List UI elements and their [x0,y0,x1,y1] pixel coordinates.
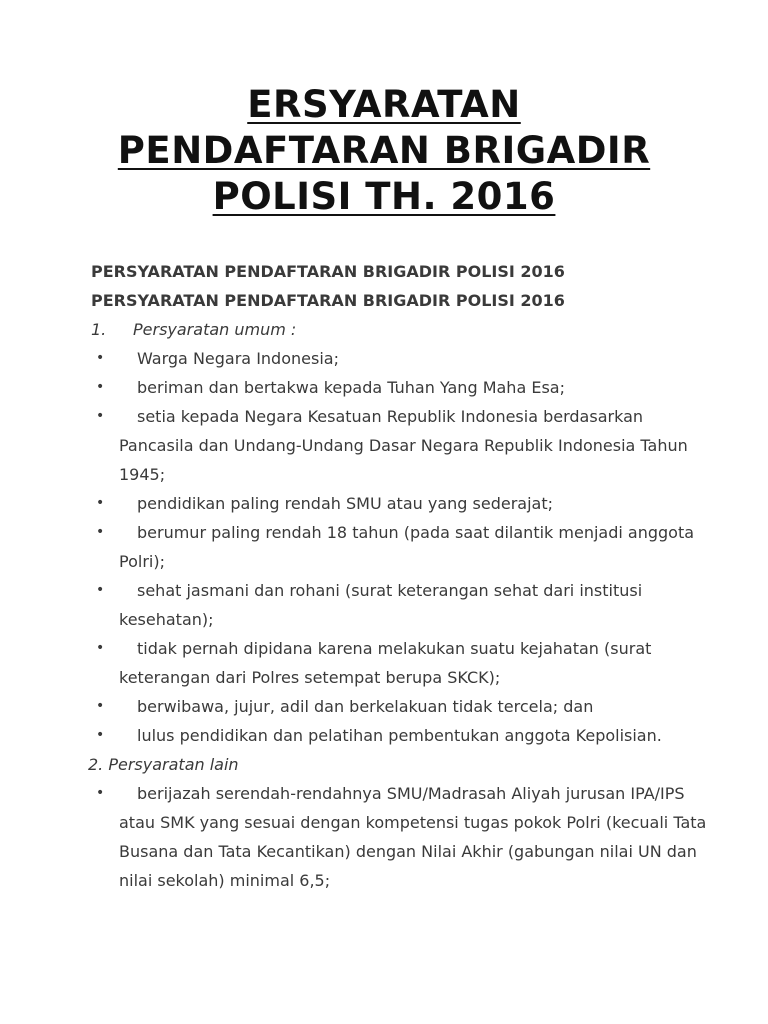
bullet-icon: • [96,379,105,395]
list-item-text: Warga Negara Indonesia; [137,349,339,368]
title-line-2: PENDAFTARAN BRIGADIR [117,129,651,172]
section-heading: PERSYARATAN PENDAFTARAN BRIGADIR POLISI 2016 [91,291,565,310]
list-item-text: tidak pernah dipidana karena melakukan suatu kejahatan (surat keterangan dari Polres setempat berupa SKCK); [119,639,652,687]
bullet-icon: • [96,698,105,714]
list-item [91,779,711,895]
bullet-icon: • [96,582,105,598]
section-heading: PERSYARATAN PENDAFTARAN BRIGADIR POLISI 2016 [91,262,565,281]
list-item [91,489,711,518]
bullet-icon: • [96,524,105,540]
list-item [91,344,711,373]
section-2-list [91,779,711,895]
list-item [91,373,711,402]
section-1-label: Persyaratan umum : [133,320,297,339]
section-1-number: 1. [91,320,107,339]
bullet-icon: • [96,785,105,801]
list-item-text: berumur paling rendah 18 tahun (pada saat dilantik menjadi anggota Polri); [119,523,695,571]
title-line-1: ERSYARATAN [247,83,521,126]
list-item [91,402,711,489]
section-1-list [91,344,711,750]
section-1-header [91,315,711,344]
list-item-text: setia kepada Negara Kesatuan Republik Indonesia berdasarkan Pancasila dan Undang-Undang Dasar Negara Republik Indonesia Tahun 1945; [119,407,688,484]
title-line-3: POLISI TH. 2016 [212,175,556,218]
list-item-text: pendidikan paling rendah SMU atau yang sederajat; [137,494,553,513]
document-title [0,82,768,220]
list-item [91,634,711,692]
document-body [88,257,711,895]
list-item-text: sehat jasmani dan rohani (surat keterangan sehat dari institusi kesehatan); [119,581,643,629]
bullet-icon: • [96,640,105,656]
list-item [91,576,711,634]
list-item-text: berijazah serendah-rendahnya SMU/Madrasah Aliyah jurusan IPA/IPS atau SMK yang sesuai dengan kompetensi tugas pokok Polri (kecuali Tata Busana dan Tata Kecantikan) dengan Nilai Akhir (gabungan nilai UN dan nilai sekolah) minimal 6,5; [119,784,707,890]
bullet-icon: • [96,350,105,366]
list-item [91,518,711,576]
list-item-text: berwibawa, jujur, adil dan berkelakuan tidak tercela; dan [137,697,594,716]
list-item [91,692,711,721]
list-item [91,721,711,750]
bullet-icon: • [96,408,105,424]
list-item-text: beriman dan bertakwa kepada Tuhan Yang Maha Esa; [137,378,565,397]
list-item-text: lulus pendidikan dan pelatihan pembentukan anggota Kepolisian. [137,726,662,745]
bullet-icon: • [96,495,105,511]
bullet-icon: • [96,727,105,743]
section-2-label: 2. Persyaratan lain [88,755,239,774]
